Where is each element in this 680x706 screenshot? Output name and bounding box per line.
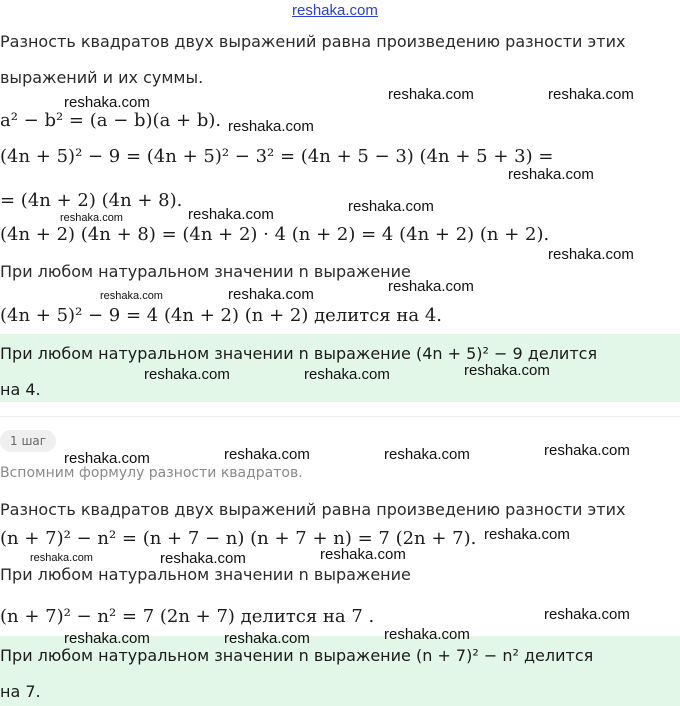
formula-result: = (4n + 2) (4n + 8). — [0, 190, 183, 211]
watermark: reshaka.com — [548, 246, 634, 263]
section-divider — [0, 416, 680, 417]
watermark: reshaka.com — [188, 206, 274, 223]
watermark: reshaka.com — [64, 630, 150, 647]
watermark: reshaka.com — [388, 278, 474, 295]
watermark: reshaka.com — [384, 446, 470, 463]
watermark: reshaka.com — [348, 198, 434, 215]
watermark: reshaka.com — [228, 118, 314, 135]
step-conclusion: (n + 7)² − n² = 7 (2n + 7) делится на 7 . — [0, 606, 375, 627]
statement-line: При любом натуральном значении n выражение — [0, 262, 411, 281]
watermark: reshaka.com — [64, 94, 150, 111]
intro-line-1: Разность квадратов двух выражений равна произведению разности этих — [0, 32, 626, 51]
watermark: reshaka.com — [224, 446, 310, 463]
watermark: reshaka.com — [484, 526, 570, 543]
watermark: reshaka.com — [30, 552, 93, 564]
formula-conclusion: (4n + 5)² − 9 = 4 (4n + 2) (n + 2) делится на 4. — [0, 305, 442, 326]
step-hint: Вспомним формулу разности квадратов. — [0, 465, 303, 481]
answer-1-line-2: на 4. — [0, 380, 41, 399]
intro-line-2: выражений и их суммы. — [0, 68, 204, 87]
answer-2-line-1: При любом натуральном значении n выражение (n + 7)² − n² делится — [0, 646, 594, 665]
watermark: reshaka.com — [160, 550, 246, 567]
watermark: reshaka.com — [64, 450, 150, 467]
formula-difference-of-squares: a² − b² = (a − b)(a + b). — [0, 110, 222, 131]
watermark: reshaka.com — [388, 86, 474, 103]
watermark: reshaka.com — [228, 286, 314, 303]
watermark: reshaka.com — [100, 290, 163, 302]
answer-2-line-2: на 7. — [0, 682, 41, 701]
formula-expansion: (4n + 5)² − 9 = (4n + 5)² − 3² = (4n + 5 − 3) (4n + 5 + 3) = — [0, 146, 554, 167]
watermark: reshaka.com — [384, 626, 470, 643]
watermark: reshaka.com — [544, 442, 630, 459]
step-formula: (n + 7)² − n² = (n + 7 − n) (n + 7 + n) = 7 (2n + 7). — [0, 528, 477, 549]
site-link[interactable]: reshaka.com — [292, 2, 378, 19]
watermark: reshaka.com — [224, 630, 310, 647]
watermark: reshaka.com — [548, 86, 634, 103]
watermark: reshaka.com — [320, 546, 406, 563]
watermark: reshaka.com — [464, 362, 550, 379]
formula-factor: (4n + 2) (4n + 8) = (4n + 2) · 4 (n + 2) = 4 (4n + 2) (n + 2). — [0, 224, 550, 245]
step-badge: 1 шаг — [0, 430, 56, 452]
answer-1-line-1: При любом натуральном значении n выражение (4n + 5)² − 9 делится — [0, 344, 598, 363]
watermark: reshaka.com — [60, 212, 123, 224]
watermark: reshaka.com — [144, 366, 230, 383]
watermark: reshaka.com — [304, 366, 390, 383]
step-line-1: Разность квадратов двух выражений равна произведению разности этих — [0, 500, 626, 519]
watermark: reshaka.com — [544, 606, 630, 623]
step-statement: При любом натуральном значении n выражение — [0, 565, 411, 584]
watermark: reshaka.com — [508, 166, 594, 183]
